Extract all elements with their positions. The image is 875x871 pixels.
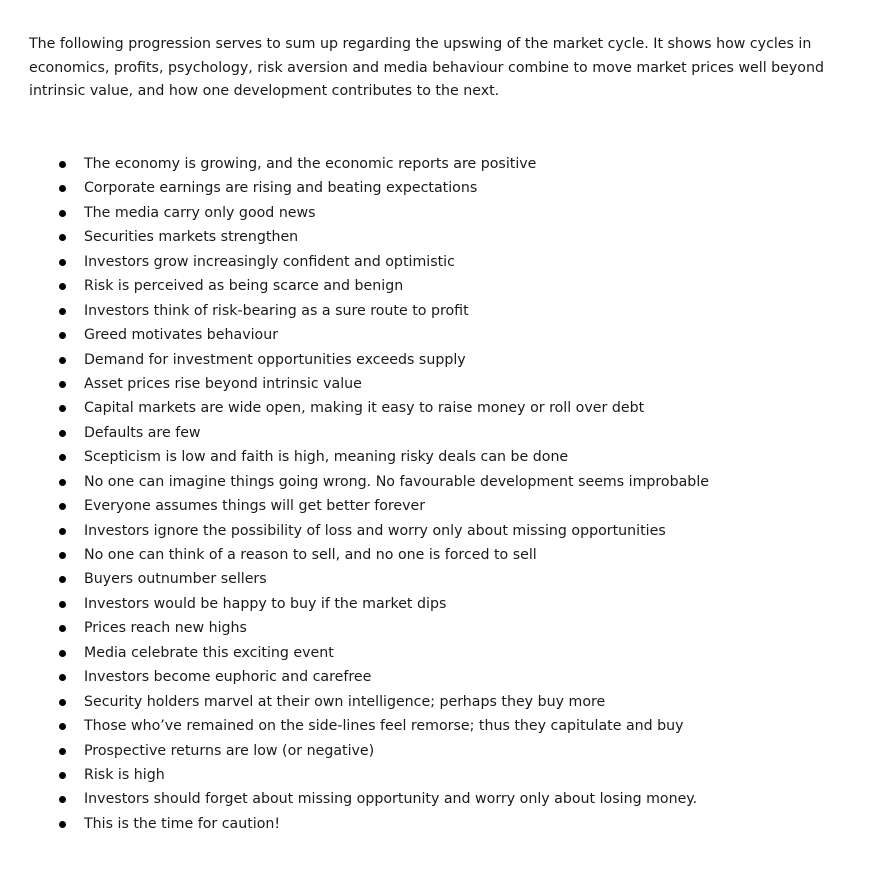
list-item-text: Greed motivates behaviour [84, 327, 279, 344]
list-item-text: Capital markets are wide open, making it easy to raise money or roll over debt [84, 400, 645, 417]
list-item [0, 470, 875, 494]
bullet-icon [59, 748, 66, 755]
list-item [0, 592, 875, 616]
list-item [0, 421, 875, 445]
list-item-text: Securities markets strengthen [84, 229, 299, 246]
list-item [0, 201, 875, 225]
list-item-text: No one can think of a reason to sell, and no one is forced to sell [84, 547, 537, 563]
list-item-text: Defaults are few [84, 424, 201, 441]
bullet-icon [59, 161, 66, 168]
list-item-text: Investors should forget about missing opportunity and worry only about losing money. [84, 791, 698, 808]
list-item-text: Investors grow increasingly confident and optimistic [84, 253, 455, 270]
bullet-icon [59, 283, 66, 290]
bullet-icon [59, 185, 66, 192]
list-item-text: Asset prices rise beyond intrinsic value [84, 375, 362, 392]
list-item-text: Those who’ve remained on the side-lines feel remorse; thus they capitulate and buy [84, 718, 684, 735]
list-item-text: Prices reach new highs [84, 620, 247, 637]
list-item [0, 714, 875, 738]
list-item [0, 519, 875, 543]
list-item-text: Everyone assumes things will get better forever [84, 498, 426, 515]
bullet-icon [59, 308, 66, 315]
list-item-text: Security holders marvel at their own intelligence; perhaps they buy more [84, 693, 606, 710]
list-item [0, 690, 875, 714]
list-item [0, 225, 875, 249]
bullet-icon [59, 381, 66, 388]
list-item-text: Risk is perceived as being scarce and benign [84, 278, 404, 295]
list-item [0, 494, 875, 518]
list-item [0, 739, 875, 763]
bullet-icon [59, 723, 66, 730]
bullet-icon [59, 601, 66, 608]
list-item-text: Investors become euphoric and carefree [84, 669, 372, 686]
list-item-text: Demand for investment opportunities exceeds supply [84, 351, 466, 368]
bullet-icon [59, 210, 66, 217]
bullet-icon [59, 650, 66, 657]
bullet-icon [59, 699, 66, 706]
list-item [0, 299, 875, 323]
list-item-text: Prospective returns are low (or negative) [84, 742, 375, 759]
intro-paragraph: The following progression serves to sum up regarding the upswing of the market cycle. It shows how cycles in economics, profits, psychology, risk aversion and media behaviour combine to move market prices well beyond intrinsic value, and how one development contributes to the next. [29, 36, 824, 99]
list-item [0, 641, 875, 665]
bullet-icon [59, 552, 66, 559]
bullet-icon [59, 796, 66, 803]
list-item [0, 250, 875, 274]
bullet-icon [59, 503, 66, 510]
bullet-icon [59, 528, 66, 535]
bullet-icon [59, 357, 66, 364]
list-item [0, 812, 875, 836]
bullet-icon [59, 625, 66, 632]
list-item [0, 152, 875, 176]
list-item-text: Buyers outnumber sellers [84, 571, 267, 588]
list-item-text: The media carry only good news [84, 204, 316, 221]
bullet-list [0, 152, 875, 836]
list-item [0, 787, 875, 811]
list-item-text: This is the time for caution! [84, 815, 281, 832]
list-item [0, 445, 875, 469]
list-item [0, 176, 875, 200]
list-item [0, 616, 875, 640]
list-item-text: No one can imagine things going wrong. No favourable development seems improbable [84, 473, 709, 490]
list-item-text: The economy is growing, and the economic reports are positive [84, 156, 537, 172]
list-item [0, 396, 875, 420]
bullet-icon [59, 234, 66, 241]
bullet-icon [59, 259, 66, 266]
list-item-text: Investors would be happy to buy if the market dips [84, 595, 447, 612]
list-item [0, 567, 875, 591]
bullet-icon [59, 576, 66, 583]
list-item [0, 274, 875, 298]
list-item [0, 372, 875, 396]
list-item [0, 543, 875, 567]
bullet-icon [59, 772, 66, 779]
bullet-icon [59, 479, 66, 486]
list-item [0, 323, 875, 347]
bullet-icon [59, 332, 66, 339]
list-item-text: Media celebrate this exciting event [84, 644, 334, 661]
list-item [0, 763, 875, 787]
list-item-text: Investors think of risk-bearing as a sure route to profit [84, 302, 469, 319]
list-item-text: Scepticism is low and faith is high, meaning risky deals can be done [84, 449, 569, 466]
list-item [0, 665, 875, 689]
bullet-icon [59, 430, 66, 437]
bullet-icon [59, 405, 66, 412]
list-item [0, 348, 875, 372]
list-item-text: Investors ignore the possibility of loss and worry only about missing opportunities [84, 522, 666, 539]
bullet-icon [59, 674, 66, 681]
bullet-icon [59, 821, 66, 828]
list-item-text: Risk is high [84, 766, 165, 783]
bullet-icon [59, 454, 66, 461]
list-item-text: Corporate earnings are rising and beating expectations [84, 180, 478, 197]
